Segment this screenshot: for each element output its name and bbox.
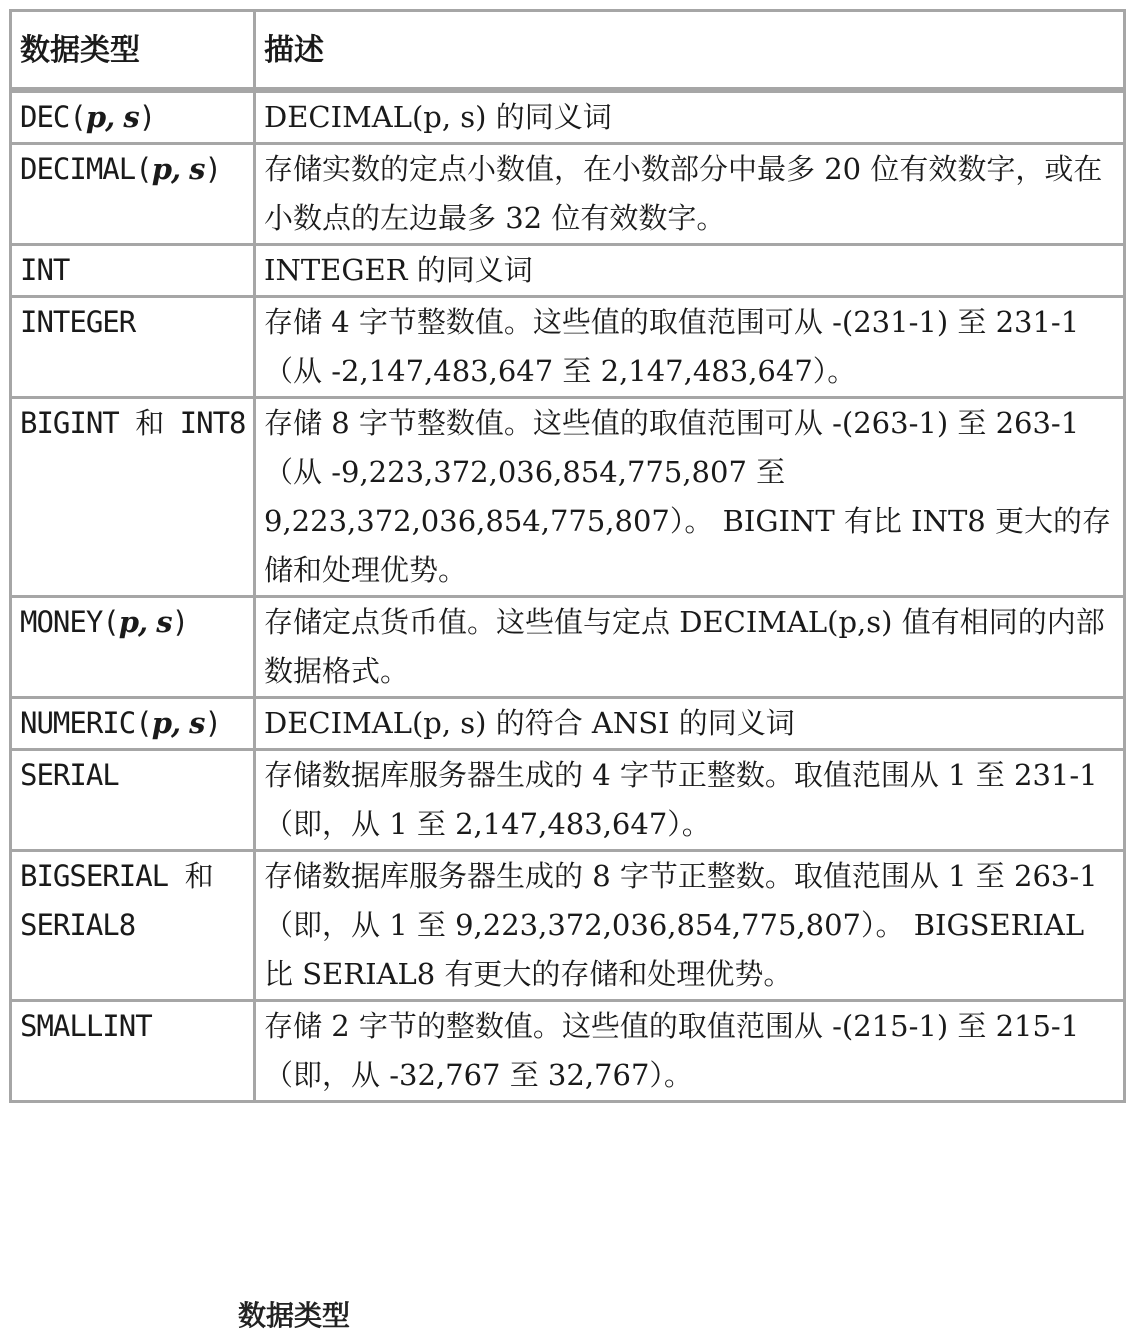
table-row — [9, 142, 1126, 243]
table-row — [9, 90, 1126, 142]
table-row — [9, 396, 1126, 595]
type-cell: DEC(p, s) — [9, 90, 253, 142]
table-row — [9, 748, 1126, 849]
type-name: BIGSERIAL 和 SERIAL8 — [20, 859, 213, 942]
description-cell: 存储 4 字节整数值。这些值的取值范围可从 -(231-1) 至 231-1（从 -2,147,483,647 至 2,147,483,647）。 — [253, 295, 1126, 396]
type-params: p, s — [151, 706, 205, 740]
description-cell: DECIMAL(p, s) 的同义词 — [253, 90, 1126, 142]
type-params: p, s — [151, 152, 205, 186]
type-cell — [9, 396, 253, 595]
table-row — [9, 999, 1126, 1103]
description-cell: 存储定点货币值。这些值与定点 DECIMAL(p,s) 值有相同的内部数据格式。 — [253, 595, 1126, 696]
description-cell: 存储实数的定点小数值，在小数部分中最多 20 位有效数字，或在小数点的左边最多 32 位有效数字。 — [253, 142, 1126, 243]
type-params: p, s — [85, 100, 139, 134]
type-cell — [9, 295, 253, 396]
type-params: p, s — [118, 605, 172, 639]
type-cell — [9, 999, 253, 1103]
description-cell: INTEGER 的同义词 — [253, 243, 1126, 295]
table-row — [9, 696, 1126, 748]
header-data-type: 数据类型 — [9, 9, 253, 90]
table-row — [9, 243, 1126, 295]
type-cell — [9, 849, 253, 999]
description-cell: 存储 8 字节整数值。这些值的取值范围可从 -(263-1) 至 263-1（从 -9,223,372,036,854,775,807 至 9,223,372,036,854,775,807）。 BIGINT 有比 INT8 更大的存储和处理优势。 — [253, 396, 1126, 595]
table-body — [9, 90, 1126, 1103]
table-row — [9, 295, 1126, 396]
type-name: BIGINT 和 INT8 — [20, 406, 246, 440]
type-cell: DECIMAL(p, s) — [9, 142, 253, 243]
type-name: INT — [20, 253, 70, 287]
table-header-row — [9, 9, 1126, 90]
table-row — [9, 849, 1126, 999]
type-name: SERIAL — [20, 758, 119, 792]
description-cell: 存储数据库服务器生成的 8 字节正整数。取值范围从 1 至 263-1（即，从 1 至 9,223,372,036,854,775,807）。 BIGSERIAL 比 SERIAL8 有更大的存储和处理优势。 — [253, 849, 1126, 999]
numeric-data-types-table — [9, 9, 1126, 1103]
type-name: INTEGER — [20, 305, 136, 339]
description-cell: 存储数据库服务器生成的 4 字节正整数。取值范围从 1 至 231-1（即，从 1 至 2,147,483,647）。 — [253, 748, 1126, 849]
type-name: DEC — [20, 100, 70, 134]
data-types-sheet — [9, 9, 1126, 1103]
type-name: MONEY — [20, 605, 103, 639]
type-cell: MONEY(p, s) — [9, 595, 253, 696]
type-name: DECIMAL — [20, 152, 136, 186]
type-cell — [9, 748, 253, 849]
description-cell: DECIMAL(p, s) 的符合 ANSI 的同义词 — [253, 696, 1126, 748]
type-cell: NUMERIC(p, s) — [9, 696, 253, 748]
type-name: NUMERIC — [20, 706, 136, 740]
type-cell — [9, 243, 253, 295]
table-row — [9, 595, 1126, 696]
next-section-heading-cut: 数据类型 — [238, 1299, 351, 1332]
description-cell: 存储 2 字节的整数值。这些值的取值范围从 -(215-1) 至 215-1（即，从 -32,767 至 32,767）。 — [253, 999, 1126, 1103]
header-description: 描述 — [253, 9, 1126, 90]
type-name: SMALLINT — [20, 1009, 152, 1043]
